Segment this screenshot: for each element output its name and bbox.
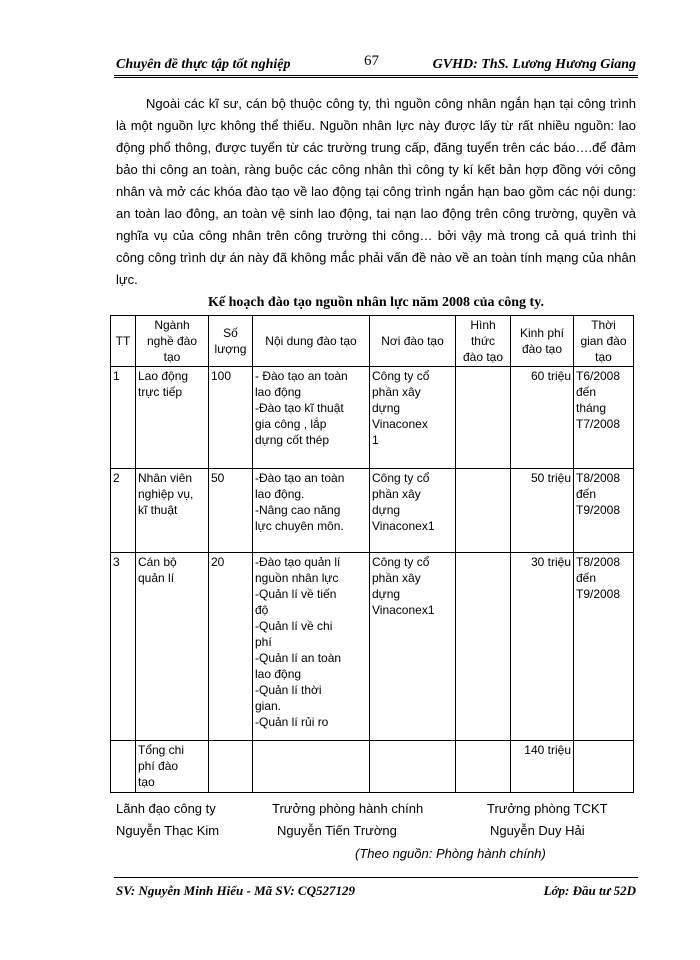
header-nganh	[136, 316, 209, 367]
signature-name-director: Nguyễn Thạc Kim	[116, 823, 220, 838]
cell-line: -Đào tạo quản lí	[255, 555, 341, 569]
header-rule	[114, 75, 638, 80]
header-thoi-gian	[574, 316, 634, 367]
page-header	[116, 55, 636, 75]
training-plan-table	[110, 315, 634, 793]
header-so-luong	[209, 316, 253, 367]
cell-line: lao động.	[255, 487, 305, 501]
cell-tt: 2	[111, 469, 136, 553]
cell-line: Công ty cổ	[372, 471, 430, 485]
cell-line: quản lí	[138, 571, 175, 585]
cell-line: phần xây	[372, 571, 421, 585]
cell-line: tạo	[138, 775, 155, 789]
cell-kinh-phi: 30 triệu	[511, 553, 574, 741]
cell-line: T7/2008	[576, 417, 621, 431]
table-row	[111, 553, 634, 741]
cell-line: phần xây	[372, 487, 421, 501]
cell-noi-dao-tao	[370, 469, 456, 553]
cell-line: 1	[372, 433, 379, 447]
cell-line: nghiệp vụ,	[138, 487, 194, 501]
footer-rule	[114, 877, 638, 878]
cell-line: -Quản lí thời	[255, 683, 322, 697]
cell-line: -Quản lí về chi	[255, 619, 333, 633]
signature-title-director: Lãnh đạo công ty	[116, 801, 216, 816]
cell-so-luong: 50	[209, 469, 253, 553]
cell-line: Công ty cổ	[372, 555, 430, 569]
cell-hinh-thuc	[456, 741, 511, 793]
cell-nganh	[136, 367, 209, 469]
cell-line: phần xây	[372, 385, 421, 399]
cell-line: phí đào	[138, 759, 179, 773]
signature-name-finance: Nguyễn Duy Hải	[490, 823, 585, 838]
cell-line: độ	[255, 603, 269, 617]
cell-line: -Đào tạo kĩ thuật	[255, 401, 344, 415]
table-row	[111, 367, 634, 469]
header-thesis-title: Chuyên đề thực tập tốt nghiệp	[116, 57, 291, 72]
page-number: 67	[364, 53, 379, 69]
cell-line: -Nâng cao năng	[255, 503, 341, 517]
cell-line: dựng	[372, 587, 401, 601]
cell-line: Nhân viên	[138, 471, 193, 485]
cell-noi-dao-tao	[370, 741, 456, 793]
cell-line: tháng	[576, 401, 607, 415]
cell-line: kĩ thuật	[138, 503, 178, 517]
cell-noi-dung	[253, 553, 370, 741]
cell-hinh-thuc	[456, 469, 511, 553]
cell-line: Tổng chi	[138, 743, 185, 757]
cell-line: T8/2008	[576, 555, 621, 569]
cell-noi-dao-tao	[370, 367, 456, 469]
header-line: đào tạo	[462, 350, 504, 364]
cell-kinh-phi: 60 triệu	[511, 367, 574, 469]
table-title: Kế hoạch đào tạo nguồn nhân lực năm 2008 của công ty.	[208, 295, 544, 310]
cell-line: -Đào tạo an toàn	[255, 471, 345, 485]
cell-tt: 1	[111, 367, 136, 469]
cell-thoi-gian	[574, 367, 634, 469]
cell-line: phí	[255, 635, 272, 649]
header-line: tạo	[163, 350, 181, 364]
signature-title-admin: Trưởng phòng hành chính	[272, 801, 424, 816]
cell-line: Lao động	[138, 369, 189, 383]
cell-thoi-gian	[574, 469, 634, 553]
cell-line: đến	[576, 571, 597, 585]
header-line: nghề đào	[146, 334, 198, 348]
table-total-row	[111, 741, 634, 793]
cell-nganh	[136, 469, 209, 553]
cell-so-luong: 20	[209, 553, 253, 741]
cell-line: đến	[576, 385, 597, 399]
header-line: lượng	[214, 342, 247, 356]
header-tt: TT	[111, 316, 136, 367]
table-header-row	[111, 316, 634, 367]
cell-line: Vinaconex	[372, 417, 428, 431]
cell-line: dựng	[372, 401, 401, 415]
cell-line: -Quản lí về tiến	[255, 587, 337, 601]
cell-line: -Quản lí rủi ro	[255, 715, 329, 729]
footer-class: Lớp: Đầu tư 52D	[543, 883, 636, 898]
cell-line: T9/2008	[576, 587, 621, 601]
header-line: tạo	[595, 350, 612, 364]
cell-line: T6/2008	[576, 369, 621, 383]
cell-line: - Đào tạo an toàn	[255, 369, 348, 383]
cell-kinh-phi: 50 triệu	[511, 469, 574, 553]
cell-line: gian.	[255, 699, 282, 713]
cell-so-luong	[209, 741, 253, 793]
signature-title-finance: Trưởng phòng TCKT	[487, 801, 608, 816]
cell-nganh	[136, 553, 209, 741]
page-footer	[116, 883, 636, 899]
cell-thoi-gian	[574, 553, 634, 741]
cell-line: dựng cốt thép	[255, 433, 330, 447]
cell-line: Cán bộ	[138, 555, 177, 569]
header-line: thức	[470, 334, 496, 348]
header-line: Số	[223, 326, 238, 340]
cell-line: nguồn nhân lực	[255, 571, 339, 585]
header-kinh-phi	[511, 316, 574, 367]
table-row	[111, 469, 634, 553]
header-line: Thời	[591, 318, 616, 332]
cell-line: -Quản lí an toàn	[255, 651, 342, 665]
cell-line: dựng	[372, 503, 401, 517]
header-noi-dung: Nội dung đào tạo	[253, 316, 370, 367]
cell-line: T8/2008	[576, 471, 621, 485]
cell-hinh-thuc	[456, 553, 511, 741]
cell-noi-dung	[253, 469, 370, 553]
cell-tt	[111, 741, 136, 793]
header-line: Ngành	[154, 318, 190, 332]
cell-line: Vinaconex1	[372, 519, 435, 533]
cell-noi-dao-tao	[370, 553, 456, 741]
cell-thoi-gian	[574, 741, 634, 793]
cell-noi-dung	[253, 367, 370, 469]
header-supervisor: GVHD: ThS. Lương Hương Giang	[432, 57, 636, 72]
source-note: (Theo nguồn: Phòng hành chính)	[355, 846, 546, 861]
header-line: đào tạo	[521, 342, 563, 356]
header-line: Hình	[470, 318, 496, 332]
total-label	[136, 741, 209, 793]
signature-name-admin: Nguyễn Tiến Trường	[277, 823, 397, 838]
body-paragraph: Ngoài các kĩ sư, cán bộ thuộc công ty, thì nguồn công nhân ngắn hạn tại công trình là một nguồn lực không thể thiếu. Nguồn nhân lực này được lấy từ rất nhiều nguồn: lao động phổ thông, được tuyển từ các trường trung cấp, đăng tuyển trên các báo….để đảm bảo thi công an toàn, ràng buộc các công nhân thì công ty kí kết bản hợp đồng với công nhân và mở các khóa đào tạo về lao động tại công trình ngắn hạn bao gồm các nội dung: an toàn lao đông, an toàn vệ sinh lao động, tai nạn lao động trên công trường, quyền và nghĩa vụ của công nhân trên công trường thi công… bởi vậy mà trong cả quá trình thi công công trình dự án này đã không mắc phải vấn đề nào về an toàn tính mạng của nhân lực.	[116, 96, 636, 287]
cell-hinh-thuc	[456, 367, 511, 469]
cell-tt: 3	[111, 553, 136, 741]
header-hinh-thuc	[456, 316, 511, 367]
cell-noi-dung	[253, 741, 370, 793]
footer-student: SV: Nguyễn Minh Hiếu - Mã SV: CQ527129	[116, 883, 355, 898]
cell-line: T9/2008	[576, 503, 621, 517]
cell-line: gia công , lắp	[255, 417, 327, 431]
header-line: Kinh phí	[519, 326, 565, 340]
cell-line: lao động	[255, 385, 302, 399]
cell-so-luong: 100	[209, 367, 253, 469]
cell-line: trực tiếp	[138, 385, 183, 399]
cell-line: lực chuyên môn.	[255, 519, 344, 533]
total-kinh-phi: 140 triệu	[511, 741, 574, 793]
cell-line: Công ty cổ	[372, 369, 430, 383]
header-noi-dao-tao: Nơi đào tạo	[370, 316, 456, 367]
cell-line: Vinaconex1	[372, 603, 435, 617]
cell-line: đến	[576, 487, 597, 501]
cell-line: lao động	[255, 667, 302, 681]
header-line: gian đào	[580, 334, 627, 348]
